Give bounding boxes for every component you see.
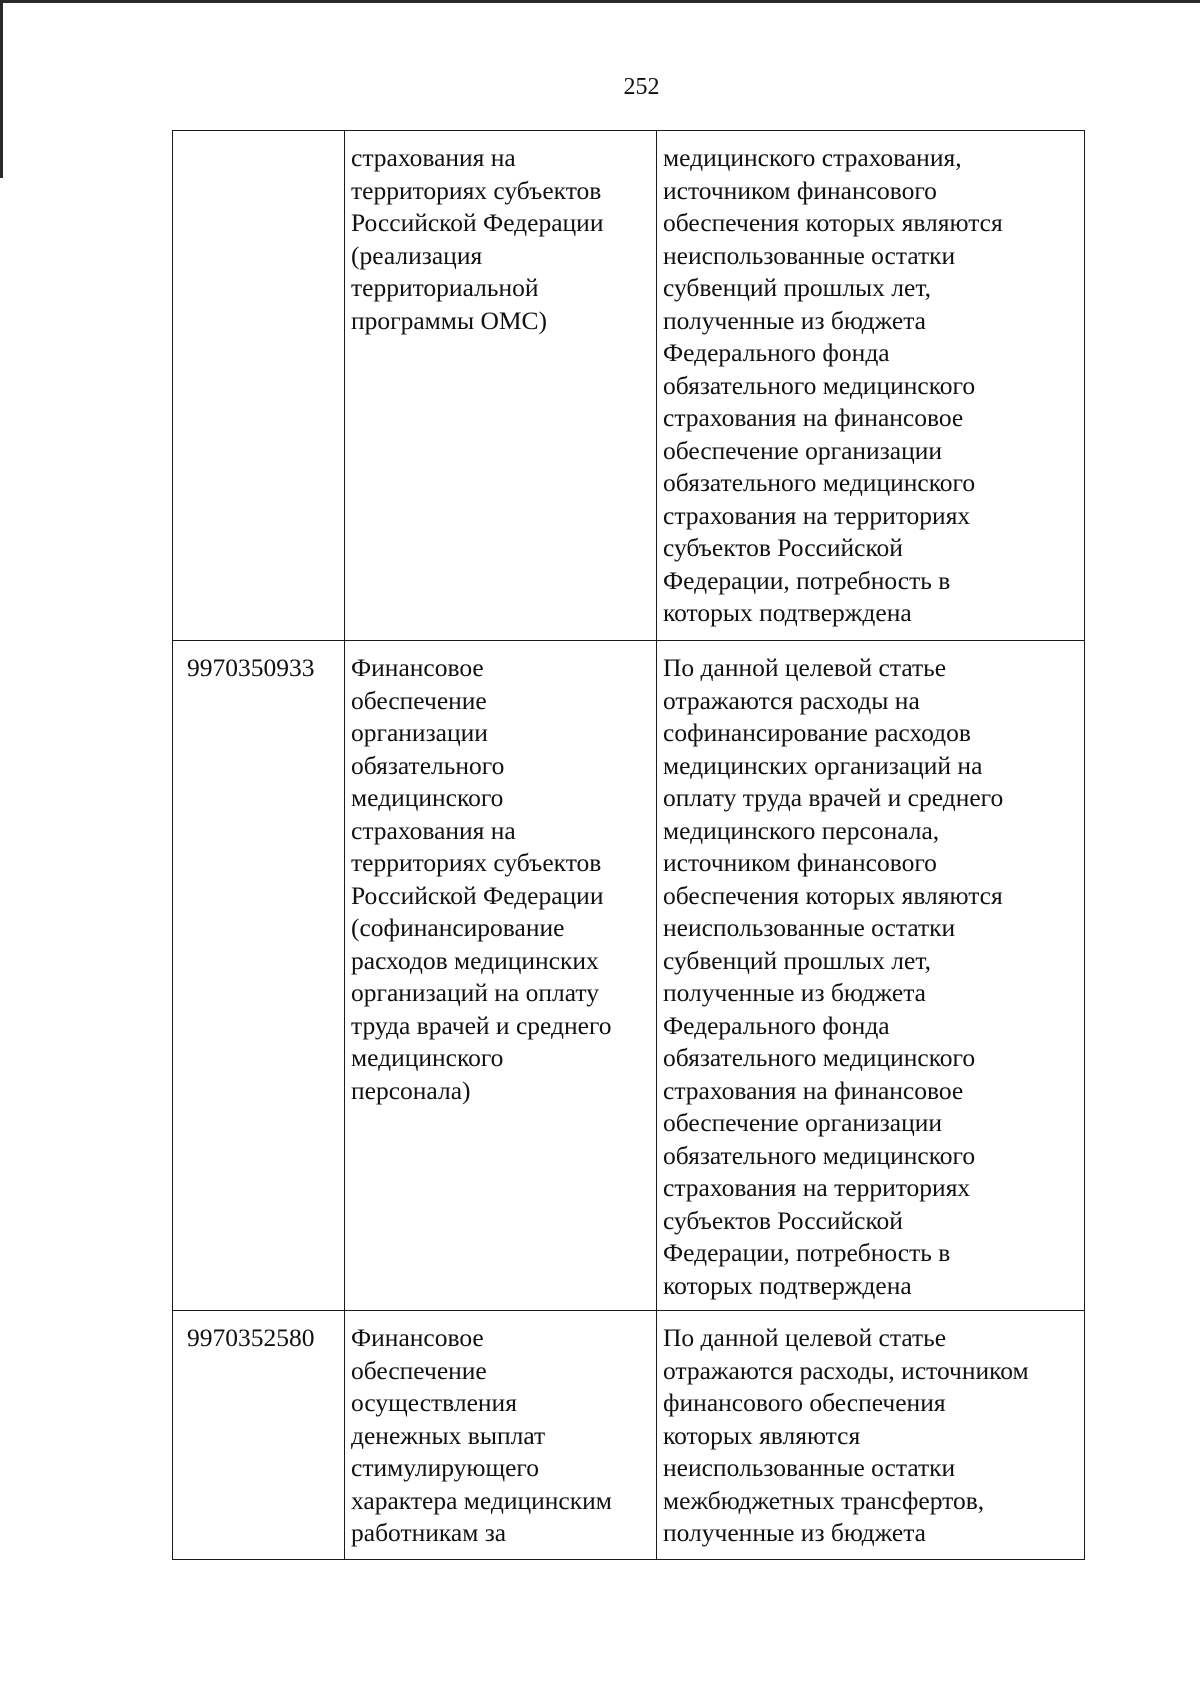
row-name-cell: страхования на территориях субъектов Российской Федерации (реализация территориальной программы ОМС) bbox=[345, 131, 657, 641]
page-number: 252 bbox=[623, 74, 660, 100]
row-description-cell: По данной целевой статье отражаются расходы на софинансирование расходов медицинских организаций на оплату труда врачей и среднего медицинского персонала, источником финансового обеспечения которых являются неиспользованные остатки субвенций прошлых лет, полученные из бюджета Федерального фонда обязательного медицинского страхования на финансовое обеспечение организации обязательного медицинского страхования на территориях субъектов Российской Федерации, потребность в которых подтверждена bbox=[657, 641, 1085, 1311]
table-row bbox=[173, 1311, 1085, 1560]
table-row bbox=[173, 131, 1085, 641]
scan-edge-top bbox=[0, 0, 1200, 3]
row-description-cell: медицинского страхования, источником финансового обеспечения которых являются неиспользованные остатки субвенций прошлых лет, полученные из бюджета Федерального фонда обязательного медицинского страхования на финансовое обеспечение организации обязательного медицинского страхования на территориях субъектов Российской Федерации, потребность в которых подтверждена bbox=[657, 131, 1085, 641]
row-name-cell: Финансовое обеспечение организации обязательного медицинского страхования на территориях субъектов Российской Федерации (софинансирование расходов медицинских организаций на оплату труда врачей и среднего медицинского персонала) bbox=[345, 641, 657, 1311]
row-code-cell: 9970352580 bbox=[173, 1311, 345, 1560]
row-code-cell: 9970350933 bbox=[173, 641, 345, 1311]
budget-classification-table bbox=[172, 130, 1085, 1560]
row-description-cell: По данной целевой статье отражаются расходы, источником финансового обеспечения которых являются неиспользованные остатки межбюджетных трансфертов, полученные из бюджета bbox=[657, 1311, 1085, 1560]
row-name-cell: Финансовое обеспечение осуществления денежных выплат стимулирующего характера медицинским работникам за bbox=[345, 1311, 657, 1560]
row-code-cell bbox=[173, 131, 345, 641]
table-row bbox=[173, 641, 1085, 1311]
